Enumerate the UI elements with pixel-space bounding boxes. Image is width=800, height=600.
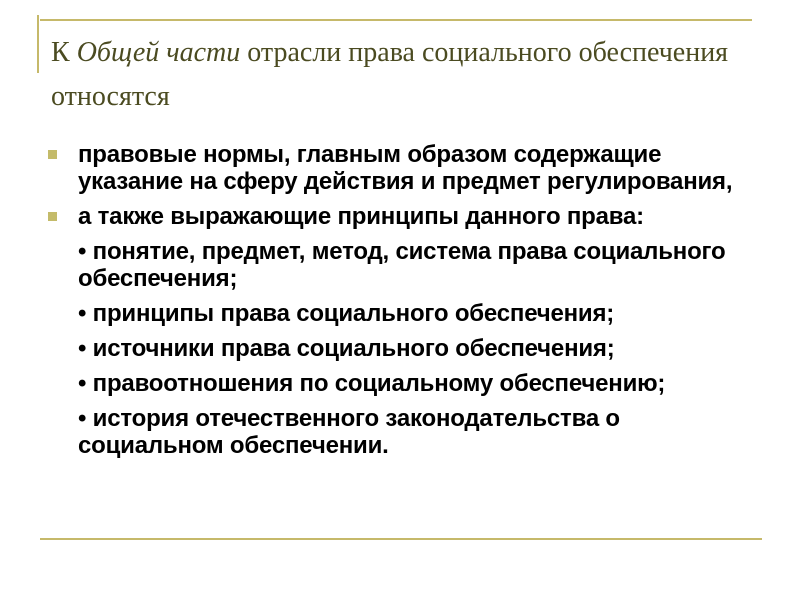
- title-prefix: К: [51, 37, 77, 68]
- title-emphasis: Общей части: [76, 37, 241, 68]
- sub-item: • источники права социального обеспечения;: [78, 335, 615, 362]
- top-vertical-rule: [37, 15, 39, 73]
- sub-item: • понятие, предмет, метод, система права социального обеспечения;: [78, 238, 726, 292]
- sub-item: • правоотношения по социальному обеспечению;: [78, 370, 666, 397]
- bullet-text: а также выражающие принципы данного права:: [78, 203, 644, 230]
- bullet-item: [48, 141, 753, 195]
- bottom-horizontal-rule: [40, 538, 762, 540]
- bullet-item: [48, 203, 753, 230]
- square-bullet-icon: [48, 212, 57, 221]
- sub-item: • история отечественного законодательства о социальном обеспечении.: [78, 405, 620, 459]
- slide-body: [48, 141, 753, 467]
- sub-item: • принципы права социального обеспечения;: [78, 300, 615, 327]
- slide-title: [51, 31, 751, 119]
- top-horizontal-rule: [40, 19, 752, 21]
- title-suffix: отрасли права социального обеспечения относятся: [51, 37, 729, 112]
- square-bullet-icon: [48, 150, 57, 159]
- bullet-text: правовые нормы, главным образом содержащие указание на сферу действия и предмет регулирования,: [78, 141, 733, 195]
